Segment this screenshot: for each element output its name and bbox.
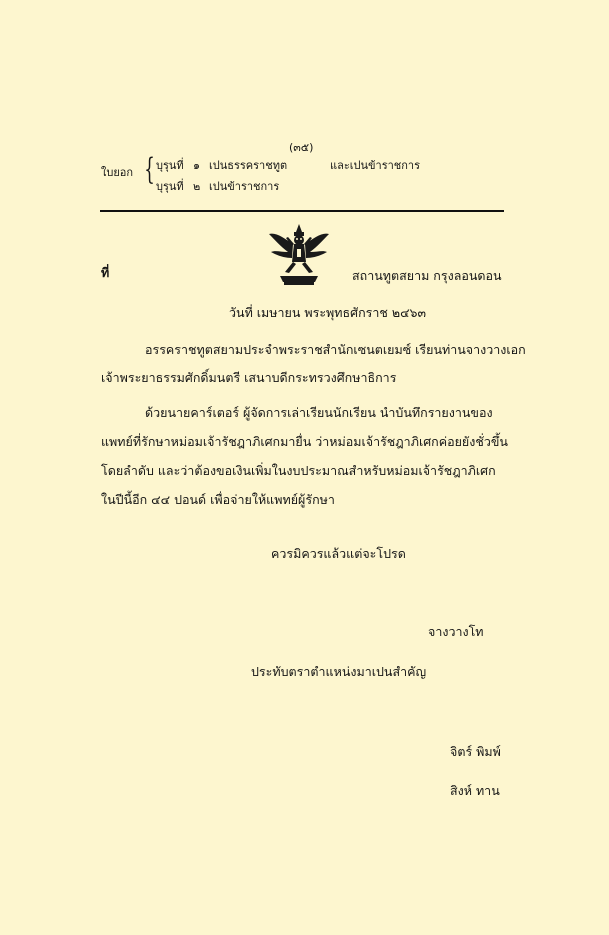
- enclosure-2-ref: บุรุนที่: [156, 180, 184, 193]
- enclosure-2-num: ๒: [193, 180, 201, 193]
- closing-line: ควรมิควรแล้วแต่จะโปรด: [271, 546, 406, 561]
- enclosure-label: ใบยอก: [101, 166, 134, 179]
- typed-by: จิตร์ พิมพ์: [450, 744, 501, 759]
- stamp-note: ประทับตราตำแหน่งมาเปนสำคัญ: [251, 664, 427, 679]
- enclosure-1-num: ๑: [193, 159, 200, 172]
- header-rule: [100, 210, 504, 212]
- page-number: (๓๕): [289, 141, 314, 154]
- paragraph-2-line-4: ในปีนี้อีก ๔๔ ปอนด์ เพื่อจ่ายให้แพทย์ผู้รักษา: [101, 492, 335, 507]
- enclosure-1-ref: บุรุนที่: [156, 159, 184, 172]
- office-name: สถานทูตสยาม กรุงลอนดอน: [352, 268, 502, 283]
- checked-by: สิงห์ ทาน: [450, 783, 500, 798]
- paragraph-1-line-1: อรรคราชทูตสยามประจำพระราชสำนักเซนตเยมซ์ เรียนท่านจางวางเอก: [145, 342, 526, 357]
- paragraph-2-line-1: ด้วยนายคาร์เตอร์ ผู้จัดการเล่าเรียนนักเรียน นำบันทึกรายงานของ: [145, 405, 493, 420]
- paragraph-2-line-3: โดยลำดับ และว่าต้องขอเงินเพิ่มในงบประมาณสำหรับหม่อมเจ้ารัชฎาภิเศก: [101, 463, 496, 478]
- date-line: วันที่ เมษายน พระพุทธศักราช ๒๔๖๓: [229, 305, 427, 320]
- enclosure-brace: {: [144, 152, 155, 187]
- garuda-emblem-icon: [266, 222, 332, 288]
- enclosure-1-text: เปนธรรคราชทูต: [209, 159, 288, 172]
- enclosure-2-text: เปนข้าราชการ: [209, 180, 280, 193]
- paragraph-1-line-2: เจ้าพระยาธรรมศักดิ์มนตรี เสนาบดีกระทรวงศึกษาธิการ: [101, 370, 397, 385]
- signatory-title: จางวางโท: [428, 624, 484, 639]
- reference-label: ที่: [101, 265, 110, 280]
- paragraph-2-line-2: แพทย์ที่รักษาหม่อมเจ้ารัชฎาภิเศกมายื่น ว่าหม่อมเจ้ารัชฎาภิเศกค่อยยังชั่วขึ้น: [101, 434, 508, 449]
- enclosure-1-extra: และเปนข้าราชการ: [330, 159, 420, 172]
